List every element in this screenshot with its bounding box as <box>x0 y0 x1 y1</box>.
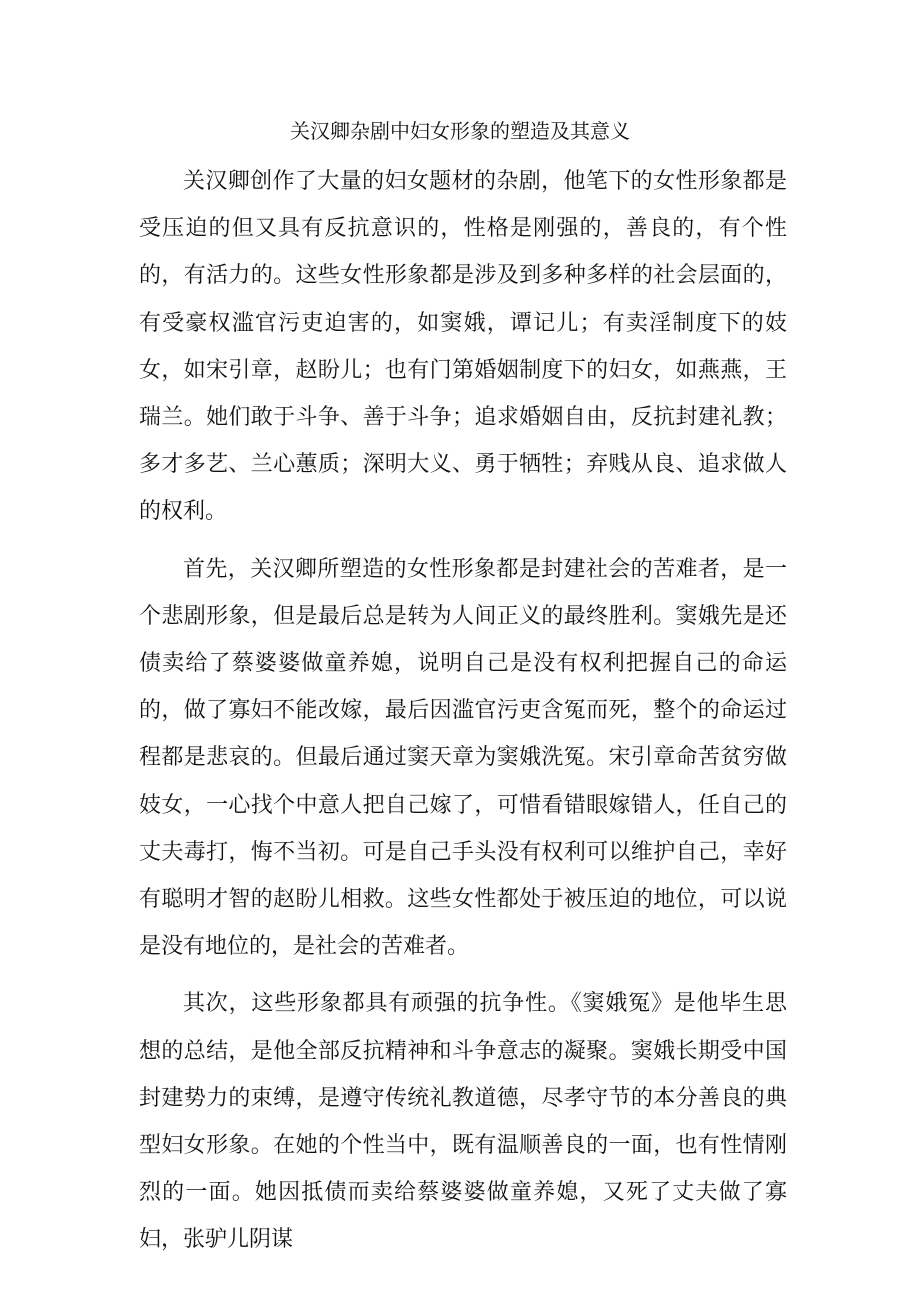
paragraph-1: 关汉卿创作了大量的妇女题材的杂剧，他笔下的女性形象都是受压迫的但又具有反抗意识的，性格是刚强的，善良的，有个性的，有活力的。这些女性形象都是涉及到多种多样的社会层面的，有受豪权滥官污吏迫害的，如窦娥，谭记儿；有卖淫制度下的妓女，如宋引章，赵盼儿；也有门第婚姻制度下的妇女，如燕燕，王瑞兰。她们敢于斗争、善于斗争；追求婚姻自由，反抗封建礼教；多才多艺、兰心蕙质；深明大义、勇于牺牲；弃贱从良、追求做人的权利。 <box>139 169 787 525</box>
paragraph-3: 其次，这些形象都具有顽强的抗争性。《窦娥冤》是他毕生思想的总结，是他全部反抗精神和斗争意志的凝聚。窦娥长期受中国封建势力的束缚，是遵守传统礼教道德，尽孝守节的本分善良的典型妇女形象。在她的个性当中，既有温顺善良的一面，也有性情刚烈的一面。她因抵债而卖给蔡婆婆做童养媳，又死了丈夫做了寡妇，张驴儿阴谋 <box>139 991 787 1253</box>
paragraph-2: 首先，关汉卿所塑造的女性形象都是封建社会的苦难者，是一个悲剧形象，但是最后总是转为人间正义的最终胜利。窦娥先是还债卖给了蔡婆婆做童养媳，说明自己是没有权利把握自己的命运的，做了寡妇不能改嫁，最后因滥官污吏含冤而死，整个的命运过程都是悲哀的。但最后通过窦天章为窦娥洗冤。宋引章命苦贫穷做妓女，一心找个中意人把自己嫁了，可惜看错眼嫁错人，任自己的丈夫毒打，悔不当初。可是自己手头没有权利可以维护自己，幸好有聪明才智的赵盼儿相救。这些女性都处于被压迫的地位，可以说是没有地位的，是社会的苦难者。 <box>139 556 787 960</box>
document-body <box>139 158 787 1264</box>
document-title: 关汉卿杂剧中妇女形象的塑造及其意义 <box>290 119 630 143</box>
